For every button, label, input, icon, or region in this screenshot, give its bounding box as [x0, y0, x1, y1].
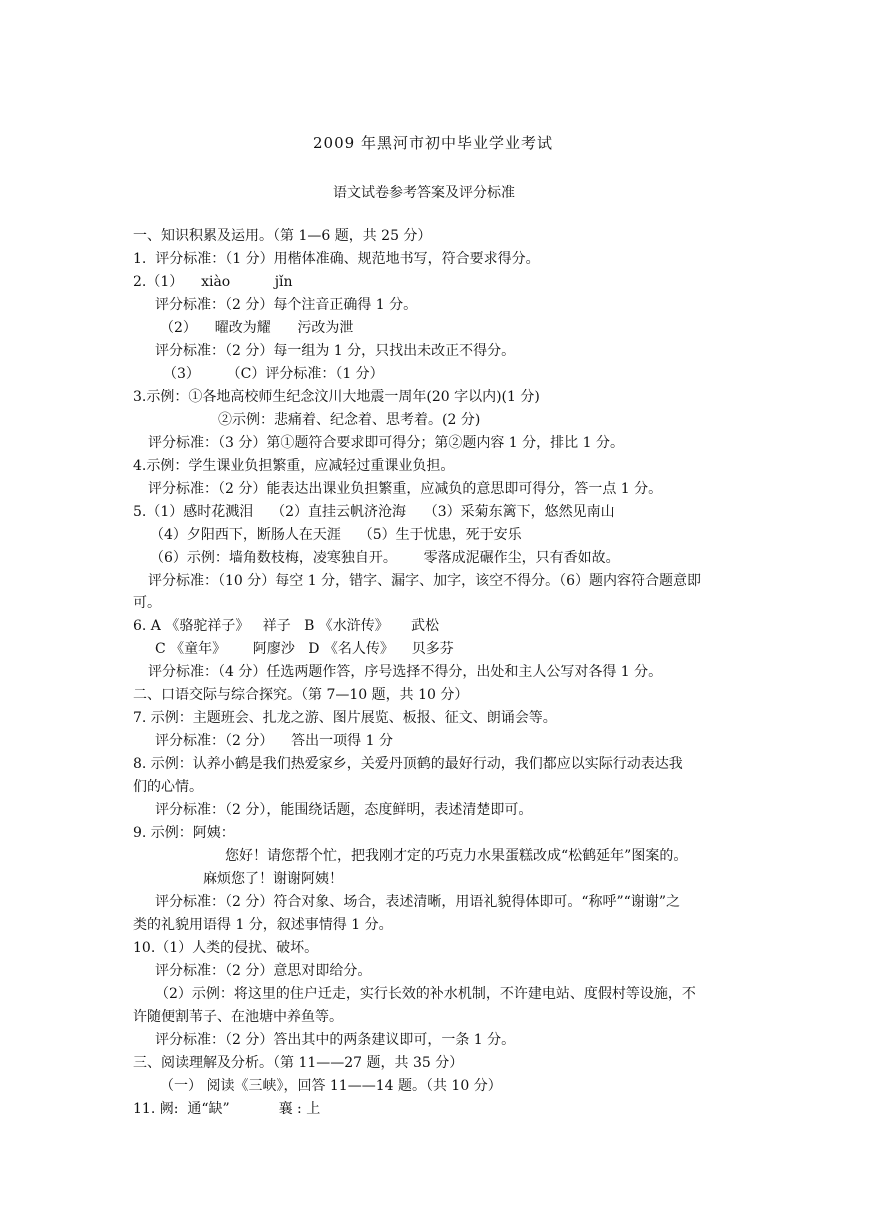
answer-line: （6）示例：墙角数枝梅，凌寒独自开。 零落成泥碾作尘，只有香如故。 — [150, 550, 620, 566]
answer-line: 类的礼貌用语得 1 分，叙述事情得 1 分。 — [133, 917, 393, 933]
answer-line: 11. 阙: 通“缺” 襄 : 上 — [133, 1101, 321, 1117]
scoring-line: 评分标准：（2 分） 答出一项得 1 分 — [155, 733, 393, 749]
answer-line: （3） （C）评分标准：（1 分） — [163, 366, 384, 382]
section-heading-2: 二、口语交际与综合探究。（第 7—10 题，共 10 分） — [133, 687, 469, 703]
scoring-line: 评分标准：（2 分）每个注音正确得 1 分。 — [155, 297, 418, 313]
document-subtitle: 语文试卷参考答案及评分标准 — [333, 185, 515, 201]
answer-line: （2） 曜改为耀 污改为泄 — [160, 320, 354, 336]
scoring-line: 评分标准：（3 分）第①题符合要求即可得分；第②题内容 1 分，排比 1 分。 — [148, 435, 624, 451]
answer-line: 可。 — [133, 595, 161, 611]
answer-line: 10.（1）人类的侵扰、破坏。 — [133, 940, 319, 956]
answer-line: （4）夕阳西下，断肠人在天涯 （5）生于忧患，死于安乐 — [150, 527, 522, 543]
section-heading-1: 一、知识积累及运用。（第 1—6 题，共 25 分） — [133, 228, 432, 244]
answer-line: 1. 评分标准：（1 分）用楷体准确、规范地书写，符合要求得分。 — [133, 251, 540, 267]
sub-heading: （一） 阅读《三峡》，回答 11——14 题。（共 10 分） — [160, 1078, 502, 1094]
scoring-line: 评分标准：（2 分）符合对象、场合，表述清晰，用语礼貌得体即可。“称呼”“谢谢”之 — [155, 894, 680, 910]
answer-line: C 《童年》 阿廖沙 D 《名人传》 贝多芬 — [155, 641, 454, 657]
scoring-line: 评分标准：（10 分）每空 1 分，错字、漏字、加字，该空不得分。（6）题内容符合题意即 — [148, 573, 701, 589]
answer-line: 4.示例：学生课业负担繁重，应减轻过重课业负担。 — [133, 458, 455, 474]
scoring-line: 评分标准：（2 分）答出其中的两条建议即可，一条 1 分。 — [155, 1032, 516, 1048]
answer-line: 6. A 《骆驼祥子》 祥子 B 《水浒传》 武松 — [133, 618, 440, 634]
answer-line: ②示例：悲痛着、纪念着、思考着。(2 分) — [218, 412, 481, 428]
answer-line: 麻烦您了！谢谢阿姨！ — [203, 871, 343, 887]
answer-line: 许随便割苇子、在池塘中养鱼等。 — [133, 1009, 343, 1025]
answer-line: 2.（1） xiào jǐn — [133, 274, 293, 290]
scoring-line: 评分标准：（2 分），能围绕话题，态度鲜明，表述清楚即可。 — [155, 802, 533, 818]
answer-line: 您好！请您帮个忙，把我刚才定的巧克力水果蛋糕改成“松鹤延年”图案的。 — [225, 848, 688, 864]
answer-line: 8. 示例：认养小鹤是我们热爱家乡，关爱丹顶鹤的最好行动，我们都应以实际行动表达我 — [133, 756, 683, 772]
scoring-line: 评分标准：（2 分）意思对即给分。 — [155, 963, 372, 979]
answer-line: 9. 示例：阿姨： — [133, 825, 235, 841]
answer-line: 们的心情。 — [133, 779, 203, 795]
scoring-line: 评分标准：（4 分）任选两题作答，序号选择不得分，出处和主人公写对各得 1 分。 — [148, 664, 663, 680]
answer-line: 3.示例：①各地高校师生纪念汶川大地震一周年(20 字以内)(1 分) — [133, 389, 540, 405]
document-title: 2009 年黑河市初中毕业学业考试 — [313, 134, 553, 152]
scoring-line: 评分标准：（2 分）每一组为 1 分，只找出未改正不得分。 — [155, 343, 516, 359]
answer-line: 5.（1）感时花溅泪 （2）直挂云帆济沧海 （3）采菊东篱下，悠然见南山 — [133, 504, 615, 520]
scoring-line: 评分标准：（2 分）能表达出课业负担繁重，应减负的意思即可得分，答一点 1 分。 — [148, 481, 663, 497]
answer-line: 7. 示例：主题班会、扎龙之游、图片展览、板报、征文、朗诵会等。 — [133, 710, 557, 726]
answer-line: （2）示例：将这里的住户迁走，实行长效的补水机制，不许建电站、度假村等设施，不 — [155, 986, 696, 1002]
section-heading-3: 三、阅读理解及分析。（第 11——27 题，共 35 分） — [133, 1055, 464, 1071]
